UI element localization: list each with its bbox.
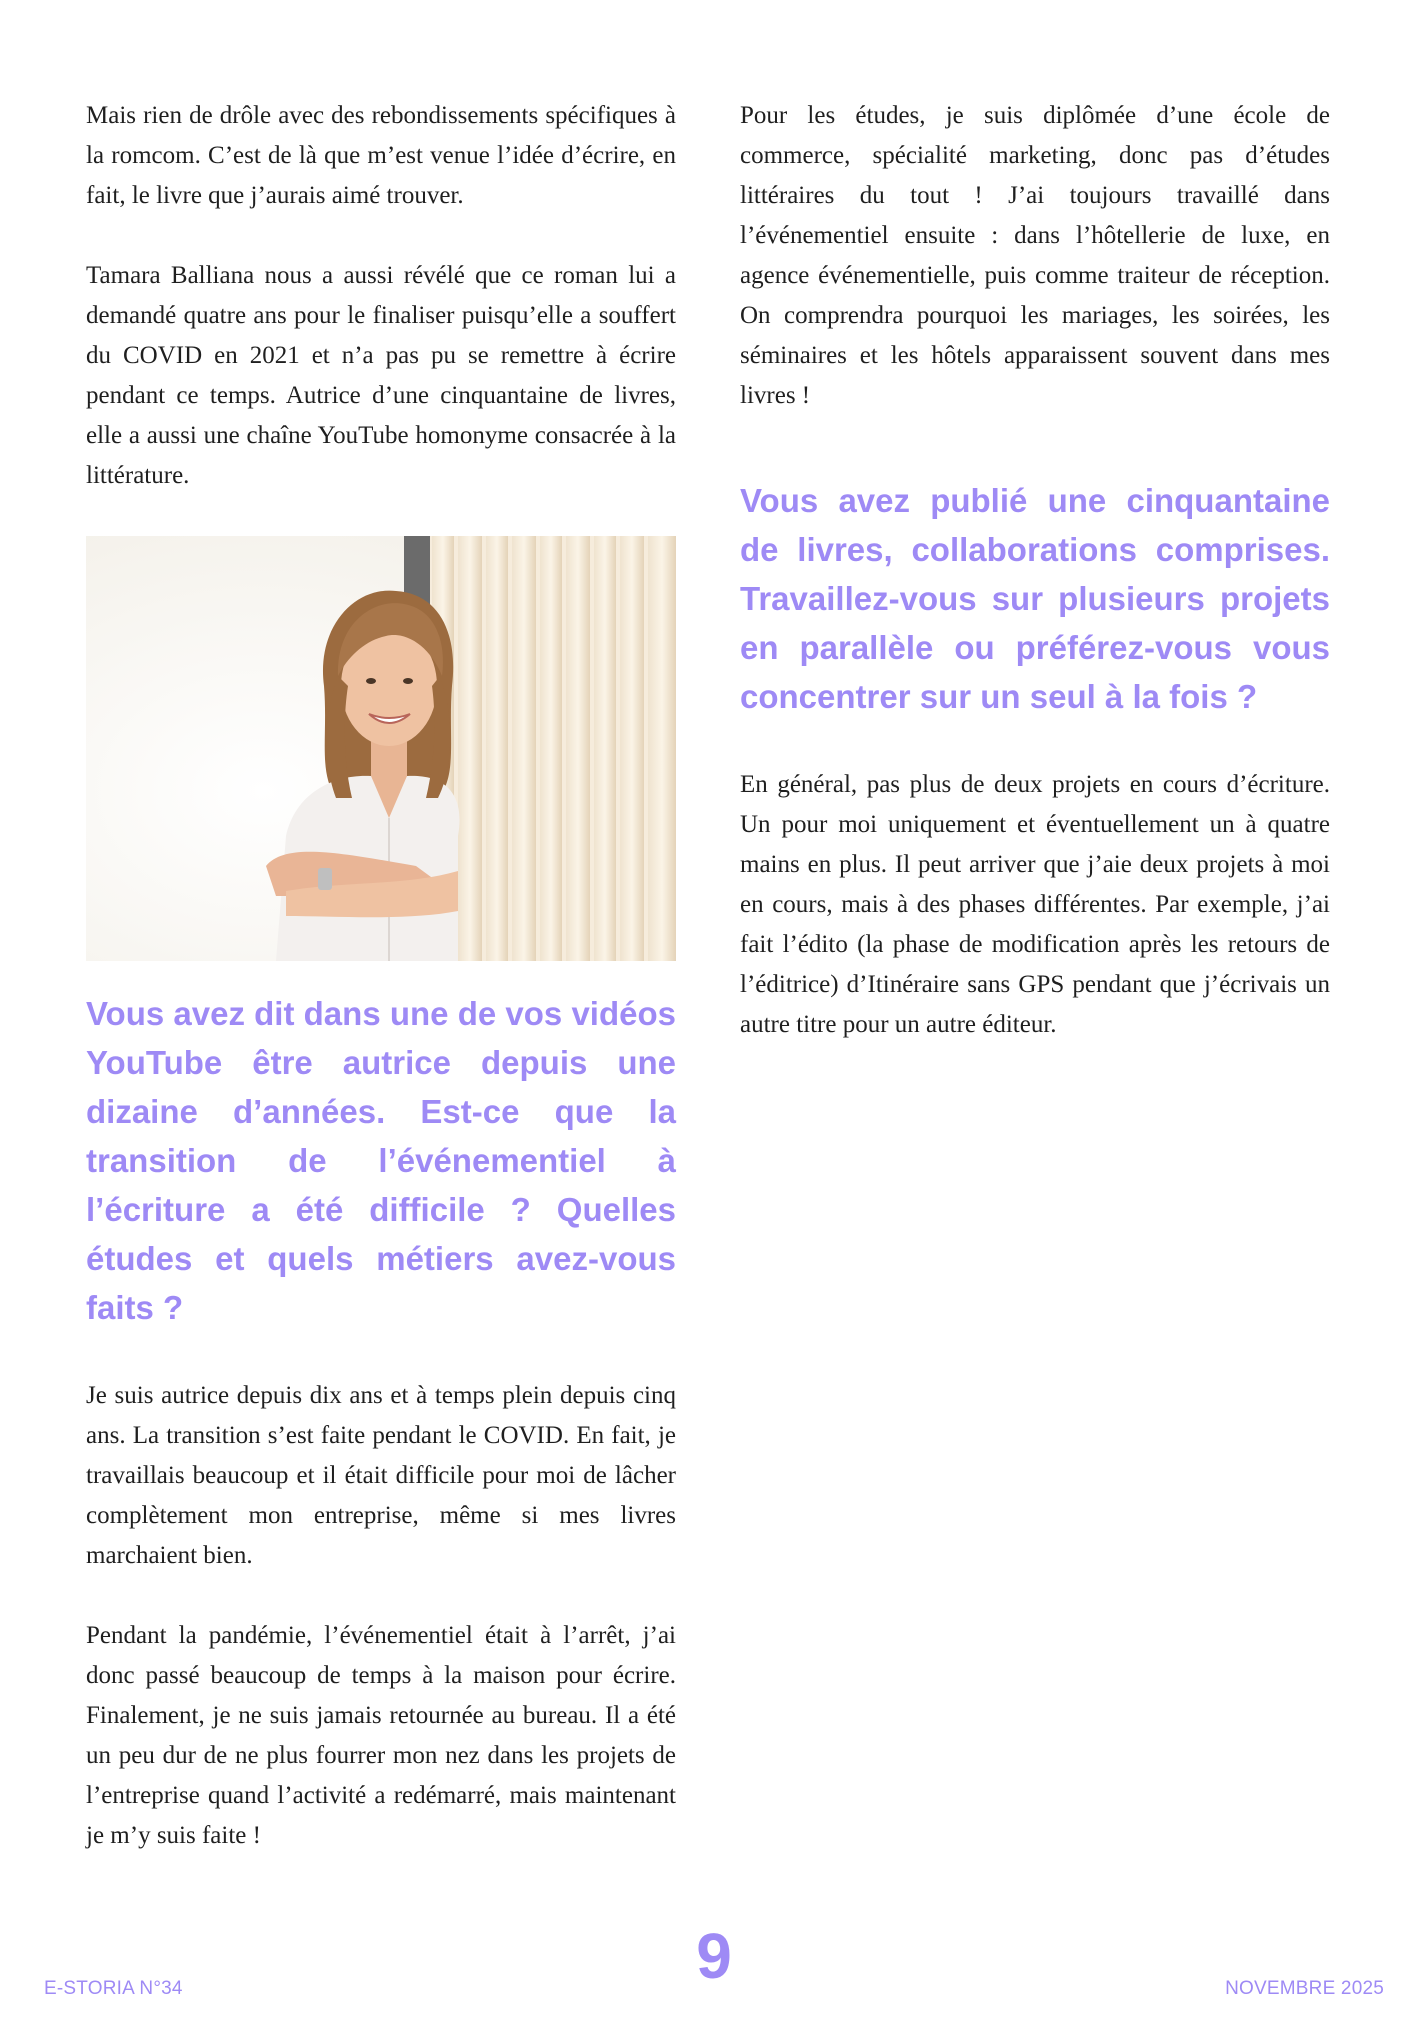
right-question-heading: Vous avez publié une cinquantaine de livres, collaborations comprises. Travaillez-vous sur plusieurs projets en parallèle ou préférez-vous vous concentrer sur un seul à la fois ? <box>740 482 1330 715</box>
left-paragraph-4: Pendant la pandémie, l’événementiel était à l’arrêt, j’ai donc passé beaucoup de temps à la maison pour écrire. Finalement, je ne suis jamais retournée au bureau. Il a été un peu dur de ne plus fourrer mon nez dans les projets de l’entreprise quand l’activité a redémarré, mais maintenant je m’y suis faite ! <box>86 1622 676 1849</box>
left-question-heading: Vous avez dit dans une de vos vidéos YouTube être autrice depuis une dizaine d’années. Est-ce que la transition de l’événementiel à l’écriture a été difficile ? Quelles études et quels métiers avez-vous faits ? <box>86 995 676 1326</box>
left-paragraph-1: Mais rien de drôle avec des rebondissements spécifiques à la romcom. C’est de là que m’est venue l’idée d’écrire, en fait, le livre que j’aurais aimé trouver. <box>86 102 676 209</box>
left-column <box>86 96 676 1856</box>
left-paragraph-2: Tamara Balliana nous a aussi révélé que ce roman lui a demandé quatre ans pour le finaliser puisqu’elle a souffert du COVID en 2021 et n’a pas pu se remettre à écrire pendant ce temps. Autrice d’une cinquantaine de livres, elle a aussi une chaîne YouTube homonyme consacrée à la littérature. <box>86 262 676 489</box>
magazine-issue-label: E-STORIA N°34 <box>44 1978 183 1999</box>
right-paragraph-2: En général, pas plus de deux projets en cours d’écriture. Un pour moi uniquement et éventuellement un à quatre mains en plus. Il peut arriver que j’aie deux projets à moi en cours, mais à des phases différentes. Par exemple, j’ai fait l’édito (la phase de modification après les retours de l’éditrice) d’Itinéraire sans GPS pendant que j’écrivais un autre titre pour un autre éditeur. <box>740 771 1330 1038</box>
left-paragraph-3: Je suis autrice depuis dix ans et à temps plein depuis cinq ans. La transition s’est faite pendant le COVID. En fait, je travaillais beaucoup et il était difficile pour moi de lâcher complètement mon entreprise, même si mes livres marchaient bien. <box>86 1382 676 1569</box>
author-portrait-illustration <box>86 536 676 961</box>
right-column <box>740 96 1330 1045</box>
author-photo <box>86 536 676 961</box>
page-number: 9 <box>696 1920 732 1992</box>
issue-date-label: NOVEMBRE 2025 <box>1225 1978 1384 1999</box>
right-paragraph-1: Pour les études, je suis diplômée d’une école de commerce, spécialité marketing, donc pas d’études littéraires du tout ! J’ai toujours travaillé dans l’événementiel ensuite : dans l’hôtellerie de luxe, en agence événementielle, puis comme traiteur de réception. On comprendra pourquoi les mariages, les soirées, les séminaires et les hôtels apparaissent souvent dans mes livres ! <box>740 102 1330 409</box>
